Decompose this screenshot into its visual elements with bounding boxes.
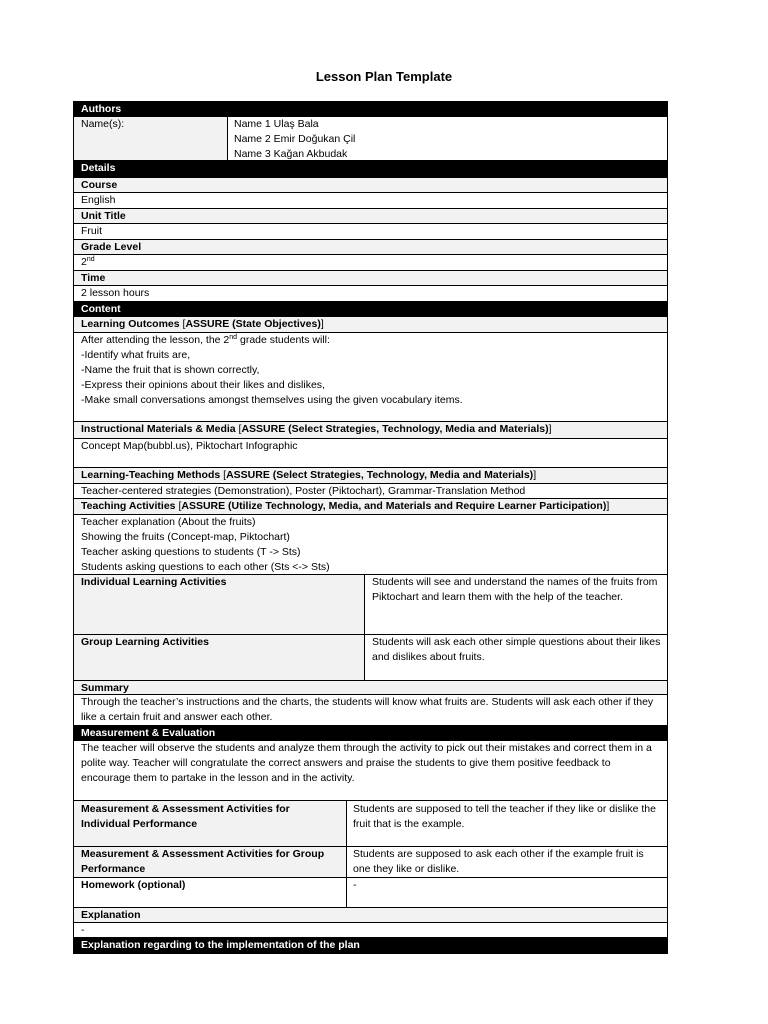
activity-item: Students asking questions to each other (Sts <-> Sts) xyxy=(81,561,330,573)
materials-assure: ASSURE (Select Strategies, Technology, Media and Materials) xyxy=(241,423,549,435)
names-label: Name(s): xyxy=(74,117,228,160)
authors-header: Authors xyxy=(73,101,668,117)
grade-level-value xyxy=(73,255,668,271)
time-label: Time xyxy=(73,271,668,286)
group-activities-value: Students will ask each other simple questions about their likes and dislikes about fruits. xyxy=(372,636,661,663)
homework-value: - xyxy=(353,879,357,891)
outcome-item: -Make small conversations amongst themselves using the given vocabulary items. xyxy=(81,394,463,406)
outcomes-bracket-close: ] xyxy=(320,318,324,330)
materials-label-text: Instructional Materials & Media xyxy=(81,423,236,435)
course-value: English xyxy=(73,193,668,209)
authors-row xyxy=(73,117,668,161)
group-activities-label: Group Learning Activities xyxy=(74,635,365,680)
methods-label: Learning-Teaching Methods [ASSURE (Select Strategies, Technology, Media and Materials)] xyxy=(73,468,668,484)
names-list xyxy=(228,117,667,160)
assessment-group-label: Measurement & Assessment Activities for Group Performance xyxy=(74,847,347,877)
learning-outcomes-label xyxy=(73,317,668,333)
unit-title-label: Unit Title xyxy=(73,209,668,224)
activities-label-text: Teaching Activities xyxy=(81,500,176,512)
homework-row xyxy=(73,878,668,908)
document-title: Lesson Plan Template xyxy=(315,69,453,84)
homework-label: Homework (optional) xyxy=(74,878,347,907)
details-header: Details xyxy=(73,161,668,178)
grade-level-label: Grade Level xyxy=(73,240,668,255)
outcomes-label-text: Learning Outcomes xyxy=(81,318,180,330)
outcomes-intro-rest: grade students will: xyxy=(237,334,330,346)
author-name: Name 3 Kağan Akbudak xyxy=(234,148,348,160)
outcomes-intro-suffix: nd xyxy=(229,334,238,341)
explanation-label: Explanation xyxy=(73,908,668,923)
author-name: Name 1 Ulaş Bala xyxy=(234,118,319,130)
assessment-group-value: Students are supposed to ask each other if the example fruit is one they like or dislike. xyxy=(353,848,644,875)
outcome-item: -Identify what fruits are, xyxy=(81,349,191,361)
methods-value: Teacher-centered strategies (Demonstration), Poster (Piktochart), Grammar-Translation Method xyxy=(73,484,668,499)
unit-title-value: Fruit xyxy=(73,224,668,240)
author-name: Name 2 Emir Doğukan Çil xyxy=(234,133,356,145)
materials-label: Instructional Materials & Media [ASSURE (Select Strategies, Technology, Media and Materials)] xyxy=(73,422,668,439)
outcomes-bracket-open: [ xyxy=(182,318,186,330)
assessment-individual-label: Measurement & Assessment Activities for Individual Performance xyxy=(74,801,347,846)
summary-value: Through the teacher’s instructions and the charts, the students will know what fruits are. Students will ask each other if they like a certain fruit and answer each other. xyxy=(73,695,668,726)
outcomes-intro-text: After attending the lesson, the 2 xyxy=(81,334,230,346)
explanation-value: - xyxy=(73,923,668,938)
methods-label-text: Learning-Teaching Methods xyxy=(81,469,221,481)
content-header: Content xyxy=(73,302,668,317)
grade-number: 2 xyxy=(81,256,87,268)
assessment-individual-value: Students are supposed to tell the teacher if they like or dislike the fruit that is the example. xyxy=(353,803,656,830)
individual-activities-row xyxy=(73,575,668,635)
group-activities-row xyxy=(73,635,668,681)
teaching-activities-body xyxy=(73,515,668,575)
activity-item: Teacher asking questions to students (T -> Sts) xyxy=(81,546,301,558)
assessment-individual-row xyxy=(73,801,668,847)
outcomes-intro xyxy=(81,333,661,348)
individual-activities-value: Students will see and understand the names of the fruits from Piktochart and learn them with the help of the teacher. xyxy=(372,576,658,603)
summary-label: Summary xyxy=(73,680,668,695)
grade-suffix: nd xyxy=(86,256,95,263)
time-value: 2 lesson hours xyxy=(73,286,668,302)
materials-value: Concept Map(bubbl.us), Piktochart Infographic xyxy=(73,439,668,468)
individual-activities-label: Individual Learning Activities xyxy=(74,575,365,634)
implementation-header: Explanation regarding to the implementation of the plan xyxy=(73,938,668,954)
lesson-plan-table xyxy=(73,101,668,954)
outcome-item: -Express their opinions about their likes and dislikes, xyxy=(81,379,325,391)
activities-assure: ASSURE (Utilize Technology, Media, and Materials and Require Learner Participation) xyxy=(181,500,607,512)
measurement-header: Measurement & Evaluation xyxy=(73,726,668,741)
outcomes-assure: ASSURE (State Objectives) xyxy=(185,318,321,330)
learning-outcomes-body xyxy=(73,333,668,422)
activity-item: Showing the fruits (Concept-map, Piktochart) xyxy=(81,531,290,543)
methods-assure: ASSURE (Select Strategies, Technology, Media and Materials) xyxy=(226,469,534,481)
assessment-group-row xyxy=(73,847,668,878)
activity-item: Teacher explanation (About the fruits) xyxy=(81,516,256,528)
measurement-text: The teacher will observe the students and analyze them through the activity to pick out their mistakes and correct them in a polite way. Teacher will congratulate the correct answers and praise the students to give them positive feedback to encourage them to partake in the lesson and in the activity. xyxy=(73,741,668,801)
course-label: Course xyxy=(73,178,668,193)
teaching-activities-label: Teaching Activities [ASSURE (Utilize Technology, Media, and Materials and Require Learner Participation)] xyxy=(73,499,668,515)
outcome-item: -Name the fruit that is shown correctly, xyxy=(81,364,260,376)
